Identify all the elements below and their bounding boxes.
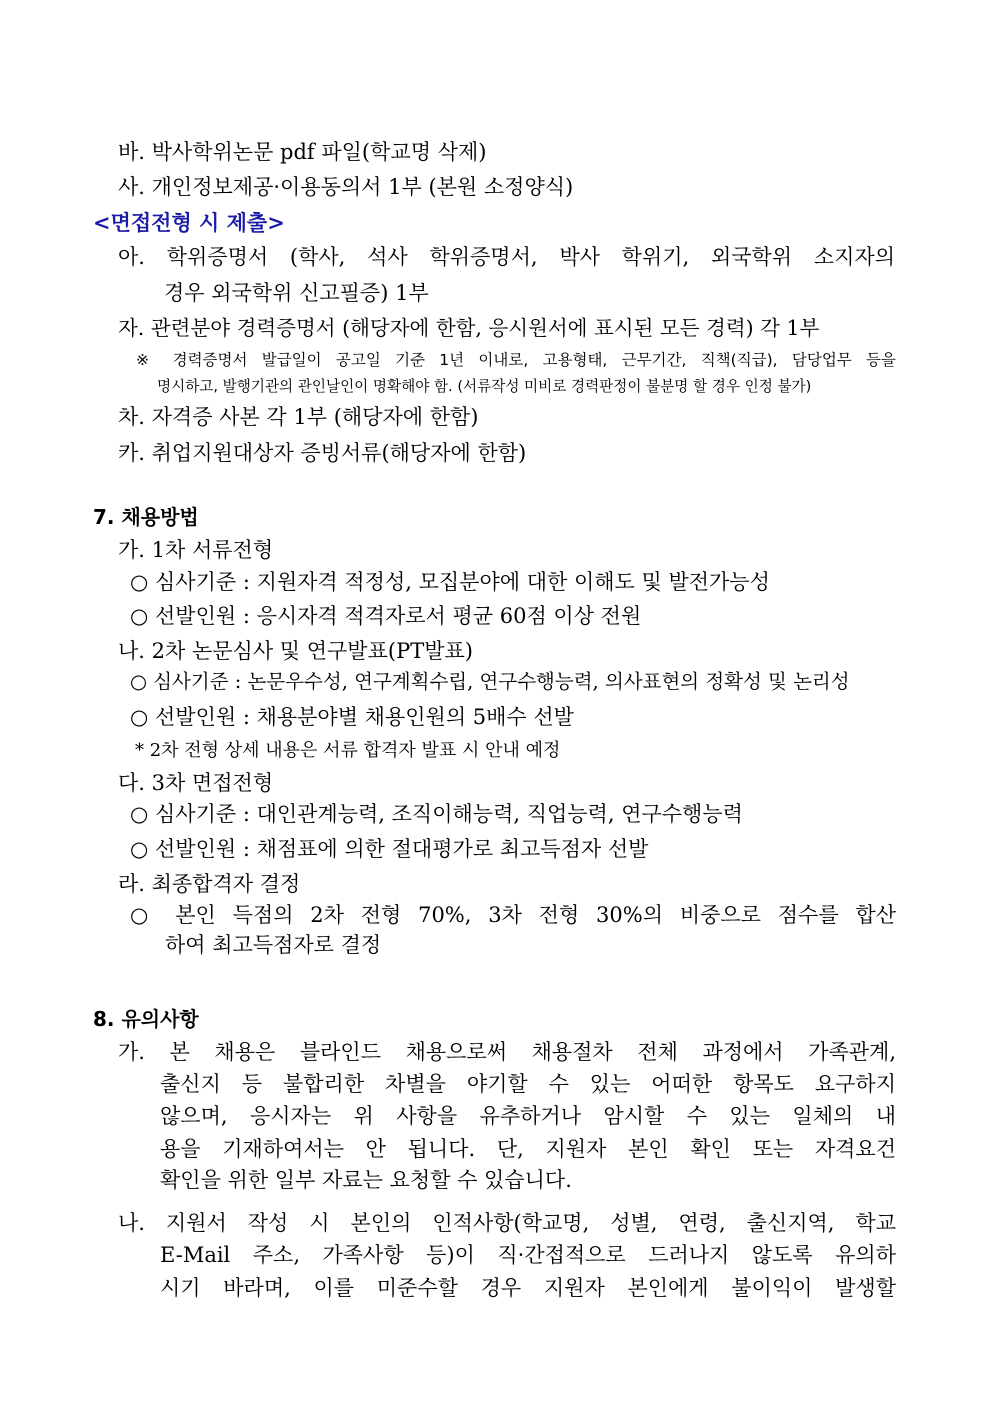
s8-na-line1: 나. 지원서 작성 시 본인의 인적사항(학교명, 성별, 연령, 출신지역, 학교	[118, 1211, 896, 1235]
s8-na-line2: E-Mail 주소, 가족사항 등)이 직·간접적으로 드러나지 않도록 유의하	[160, 1243, 896, 1267]
s8-ga-line3: 않으며, 응시자는 위 사항을 유추하거나 암시할 수 있는 일체의 내	[160, 1104, 896, 1128]
s7-ga-bullet1: ○ 심사기준 : 지원자격 적정성, 모집분야에 대한 이해도 및 발전가능성	[130, 570, 770, 594]
s7-na-title: 나. 2차 논문심사 및 연구발표(PT발표)	[118, 639, 473, 663]
s8-ga-line2: 출신지 등 불합리한 차별을 야기할 수 있는 어떠한 항목도 요구하지	[160, 1072, 896, 1096]
s7-da-bullet1: ○ 심사기준 : 대인관계능력, 조직이해능력, 직업능력, 연구수행능력	[130, 802, 743, 826]
item-a-line1: 아. 학위증명서 (학사, 석사 학위증명서, 박사 학위기, 외국학위 소지자의	[118, 245, 895, 269]
s8-ga-line5: 확인을 위한 일부 자료는 요청할 수 있습니다.	[160, 1168, 572, 1192]
section8-title: 8. 유의사항	[93, 1007, 199, 1031]
s7-da-bullet2: ○ 선발인원 : 채점표에 의한 절대평가로 최고득점자 선발	[130, 837, 649, 861]
interview-submission-header: <면접전형 시 제출>	[93, 210, 285, 235]
s8-ga-line1: 가. 본 채용은 블라인드 채용으로써 채용절차 전체 과정에서 가족관계,	[118, 1040, 896, 1064]
s7-ra-title: 라. 최종합격자 결정	[118, 872, 301, 896]
career-note-line2: 명시하고, 발행기관의 관인날인이 명확해야 함. (서류작성 미비로 경력판정이 불분명 할 경우 인정 불가)	[157, 378, 812, 395]
s7-na-bullet2: ○ 선발인원 : 채용분야별 채용인원의 5배수 선발	[130, 705, 574, 729]
item-ja: 자. 관련분야 경력증명서 (해당자에 한함, 응시원서에 표시된 모든 경력) 각 1부	[118, 316, 820, 340]
career-note-line1: ※ 경력증명서 발급일이 공고일 기준 1년 이내로, 고용형태, 근무기간, 직책(직급), 담당업무 등을	[136, 351, 896, 369]
s7-ga-bullet2: ○ 선발인원 : 응시자격 적격자로서 평균 60점 이상 전원	[130, 604, 642, 628]
s8-na-line3: 시기 바라며, 이를 미준수할 경우 지원자 본인에게 불이익이 발생할	[160, 1276, 896, 1300]
item-ba: 바. 박사학위논문 pdf 파일(학교명 삭제)	[118, 140, 487, 164]
s8-ga-line4: 용을 기재하여서는 안 됩니다. 단, 지원자 본인 확인 또는 자격요건	[160, 1137, 896, 1161]
section7-title: 7. 채용방법	[93, 505, 199, 529]
item-a-line2: 경우 외국학위 신고필증) 1부	[164, 281, 429, 305]
s7-na-bullet1: ○ 심사기준 : 논문우수성, 연구계획수립, 연구수행능력, 의사표현의 정확성 및 논리성	[130, 670, 850, 693]
s7-da-title: 다. 3차 면접전형	[118, 771, 274, 795]
s7-ra-bullet1-line2: 하여 최고득점자로 결정	[165, 933, 382, 957]
item-ka: 카. 취업지원대상자 증빙서류(해당자에 한함)	[118, 441, 527, 465]
s7-na-note: * 2차 전형 상세 내용은 서류 합격자 발표 시 안내 예정	[135, 740, 561, 761]
s7-ra-bullet1-line1: ○ 본인 득점의 2차 전형 70%, 3차 전형 30%의 비중으로 점수를 합산	[130, 903, 896, 927]
item-sa: 사. 개인정보제공·이용동의서 1부 (본원 소정양식)	[118, 175, 574, 199]
s7-ga-title: 가. 1차 서류전형	[118, 538, 274, 562]
item-cha: 차. 자격증 사본 각 1부 (해당자에 한함)	[118, 405, 479, 429]
